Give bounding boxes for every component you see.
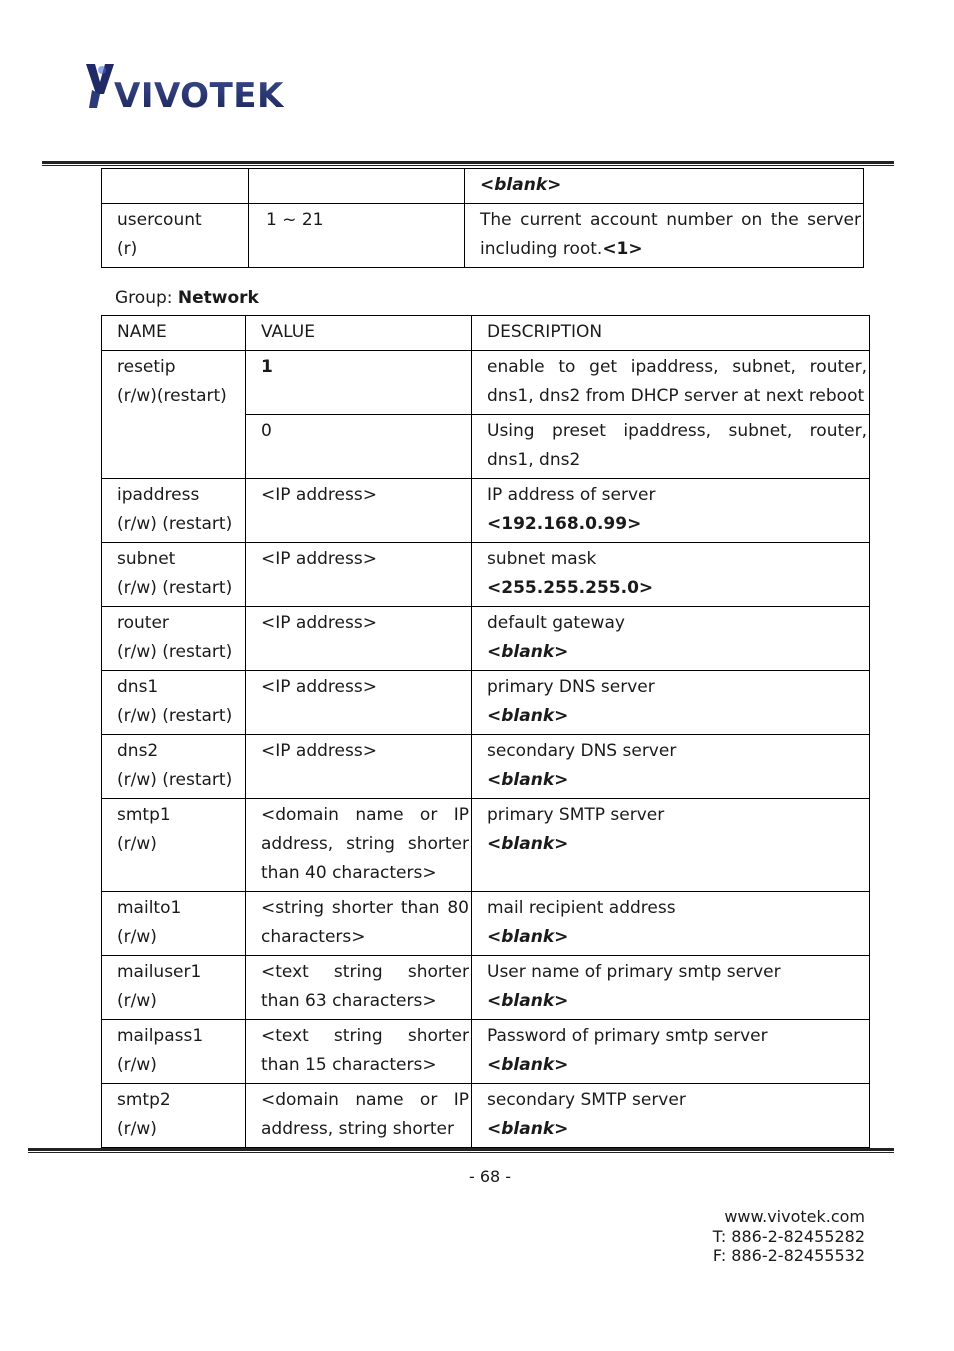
param-value: 0	[246, 415, 472, 479]
param-value: <IP address>	[246, 607, 472, 671]
param-desc: Using preset ipaddress, subnet, router, dns1, dns2	[472, 415, 870, 479]
default-value: <blank>	[487, 1055, 569, 1075]
param-desc: secondary DNS server	[487, 741, 677, 761]
param-access: (r/w) (restart)	[117, 514, 233, 534]
param-name: smtp2	[117, 1090, 171, 1110]
param-access: (r/w) (restart)	[117, 578, 233, 598]
param-access: (r/w) (restart)	[117, 770, 233, 790]
table-row	[102, 799, 870, 892]
param-desc: mail recipient address	[487, 898, 676, 918]
default-value: <blank>	[480, 175, 562, 195]
group-name: Network	[177, 288, 259, 308]
param-desc: IP address of server	[487, 485, 656, 505]
param-value: 1	[261, 357, 273, 377]
user-table-continued	[101, 168, 864, 268]
header-name: NAME	[102, 316, 246, 351]
header-rule	[42, 161, 894, 166]
default-value: <blank>	[487, 927, 569, 947]
table-row	[102, 671, 870, 735]
param-value: <IP address>	[246, 543, 472, 607]
table-row	[102, 169, 864, 204]
website-text: www.vivotek.com	[724, 1207, 865, 1226]
param-access: (r/w) (restart)	[117, 706, 233, 726]
table-row	[102, 204, 864, 268]
table-row	[102, 543, 870, 607]
param-value: <IP address>	[246, 735, 472, 799]
group-heading: Group: Network	[115, 288, 259, 308]
table-row	[102, 735, 870, 799]
table-row	[102, 607, 870, 671]
fax-text: F: 886-2-82455532	[712, 1246, 865, 1265]
page-number: - 68 -	[468, 1167, 512, 1186]
table-row	[102, 351, 870, 415]
table-row	[102, 1020, 870, 1084]
param-name: smtp1	[117, 805, 171, 825]
contact-info	[713, 1207, 865, 1266]
param-desc: secondary SMTP server	[487, 1090, 686, 1110]
default-value: <blank>	[487, 642, 569, 662]
param-name: ipaddress	[117, 485, 200, 505]
param-desc: primary SMTP server	[487, 805, 665, 825]
param-access: (r/w) (restart)	[117, 642, 233, 662]
param-access: (r/w)(restart)	[117, 386, 227, 406]
param-value: <domain name or IP address, string shorter than 40 characters>	[246, 799, 472, 892]
table-row	[102, 956, 870, 1020]
default-value: <blank>	[487, 1119, 569, 1139]
param-value: <text string shorter than 15 characters>	[246, 1020, 472, 1084]
param-value: <IP address>	[246, 671, 472, 735]
param-value: <string shorter than 80 characters>	[246, 892, 472, 956]
vivotek-logo	[84, 60, 294, 114]
param-access: (r/w)	[117, 1055, 157, 1075]
default-value: <1>	[602, 239, 643, 259]
param-value: <text string shorter than 63 characters>	[246, 956, 472, 1020]
param-desc: The current account number on the server including root.	[480, 210, 861, 259]
table-header-row	[102, 316, 870, 351]
param-access: (r)	[117, 239, 138, 259]
param-access: (r/w)	[117, 927, 157, 947]
network-table	[101, 315, 870, 1148]
param-access: (r/w)	[117, 991, 157, 1011]
param-name: mailto1	[117, 898, 182, 918]
param-desc: primary DNS server	[487, 677, 655, 697]
svg-text:VIVOTEK: VIVOTEK	[114, 76, 284, 114]
param-name: usercount	[117, 210, 202, 230]
param-desc: default gateway	[487, 613, 625, 633]
param-desc: subnet mask	[487, 549, 597, 569]
default-value: <blank>	[487, 770, 569, 790]
table-row	[102, 479, 870, 543]
param-access: (r/w)	[117, 834, 157, 854]
param-name: router	[117, 613, 169, 633]
param-value: <domain name or IP address, string shorter	[246, 1084, 472, 1148]
param-name: subnet	[117, 549, 176, 569]
default-value: <blank>	[487, 706, 569, 726]
table-row	[102, 892, 870, 956]
param-name: mailpass1	[117, 1026, 204, 1046]
param-desc: enable to get ipaddress, subnet, router, dns1, dns2 from DHCP server at next reboot	[472, 351, 870, 415]
default-value: <192.168.0.99>	[487, 514, 642, 534]
param-name: dns2	[117, 741, 159, 761]
param-access: (r/w)	[117, 1119, 157, 1139]
param-desc: Password of primary smtp server	[487, 1026, 768, 1046]
header-value: VALUE	[246, 316, 472, 351]
param-name: mailuser1	[117, 962, 202, 982]
param-name: resetip	[117, 357, 176, 377]
param-name: dns1	[117, 677, 159, 697]
param-value: <IP address>	[246, 479, 472, 543]
header-description: DESCRIPTION	[472, 316, 870, 351]
default-value: <blank>	[487, 991, 569, 1011]
param-value: 1 ~ 21	[266, 210, 324, 230]
param-desc: User name of primary smtp server	[487, 962, 781, 982]
footer-rule	[28, 1148, 894, 1153]
phone-text: T: 886-2-82455282	[712, 1226, 865, 1246]
table-row	[102, 1084, 870, 1148]
default-value: <255.255.255.0>	[487, 578, 654, 598]
default-value: <blank>	[487, 834, 569, 854]
